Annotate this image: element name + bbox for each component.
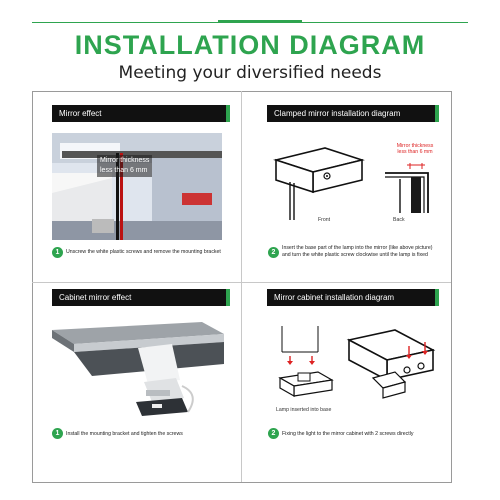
page-title: INSTALLATION DIAGRAM bbox=[74, 30, 426, 60]
bathroom-scene-illustration bbox=[52, 133, 222, 240]
tag-stripe bbox=[435, 289, 439, 306]
tag-label: Mirror cabinet installation diagram bbox=[274, 293, 395, 302]
tag-label: Mirror effect bbox=[59, 109, 102, 118]
base-label: Lamp inserted into base bbox=[276, 407, 332, 413]
clamp-thickness-line1: Mirror thickness bbox=[396, 143, 434, 149]
mirror-thickness-line1: Mirror thickness bbox=[100, 157, 150, 164]
tag-cabinet-installation bbox=[267, 289, 439, 306]
page-subtitle: Meeting your diversified needs bbox=[118, 63, 382, 83]
step-number-badge: 2 bbox=[268, 247, 279, 258]
tag-label: Cabinet mirror effect bbox=[59, 293, 132, 302]
clamp-thickness-line2: less than 6 mm bbox=[397, 149, 433, 155]
clamp-thickness-note bbox=[385, 143, 445, 155]
cabinet-lamp-photo bbox=[52, 316, 224, 424]
clamp-back-drawing bbox=[380, 155, 450, 225]
tag-cabinet-effect bbox=[52, 289, 230, 306]
step-text-line2: and turn the white plastic screw clockwise until the lamp is fixed bbox=[282, 251, 428, 258]
step-text-line1: Insert the base part of the lamp into the mirror (like above picture) bbox=[282, 245, 433, 251]
step-text: Fixing the light to the mirror cabinet with 2 screws directly bbox=[282, 431, 414, 437]
step-number-badge: 2 bbox=[268, 428, 279, 439]
horizontal-divider bbox=[32, 282, 451, 283]
mirror-effect-photo bbox=[52, 133, 222, 240]
step-text: Install the mounting bracket and tighten the screws bbox=[66, 431, 183, 437]
step-text bbox=[282, 245, 447, 258]
tag-mirror-effect bbox=[52, 105, 230, 122]
cabinet-lamp-illustration bbox=[52, 316, 224, 424]
base-insert-drawing bbox=[268, 318, 340, 408]
step-text: Unscrew the white plastic screws and remove the mounting bracket bbox=[66, 249, 221, 255]
cabinet-mount-drawing bbox=[345, 326, 445, 406]
front-label: Front bbox=[318, 217, 331, 223]
tag-clamped-installation bbox=[267, 105, 439, 122]
mirror-thickness-line2: less than 6 mm bbox=[100, 167, 148, 174]
header-rule-accent bbox=[218, 20, 302, 23]
vertical-divider bbox=[241, 91, 242, 482]
back-label: Back bbox=[393, 217, 405, 223]
mirror-thickness-label bbox=[97, 155, 152, 177]
clamp-front-drawing bbox=[270, 140, 370, 225]
step-number-badge: 1 bbox=[52, 428, 63, 439]
step-number-badge: 1 bbox=[52, 247, 63, 258]
tag-stripe bbox=[226, 105, 230, 122]
tag-stripe bbox=[435, 105, 439, 122]
tag-label: Clamped mirror installation diagram bbox=[274, 109, 401, 118]
tag-stripe bbox=[226, 289, 230, 306]
